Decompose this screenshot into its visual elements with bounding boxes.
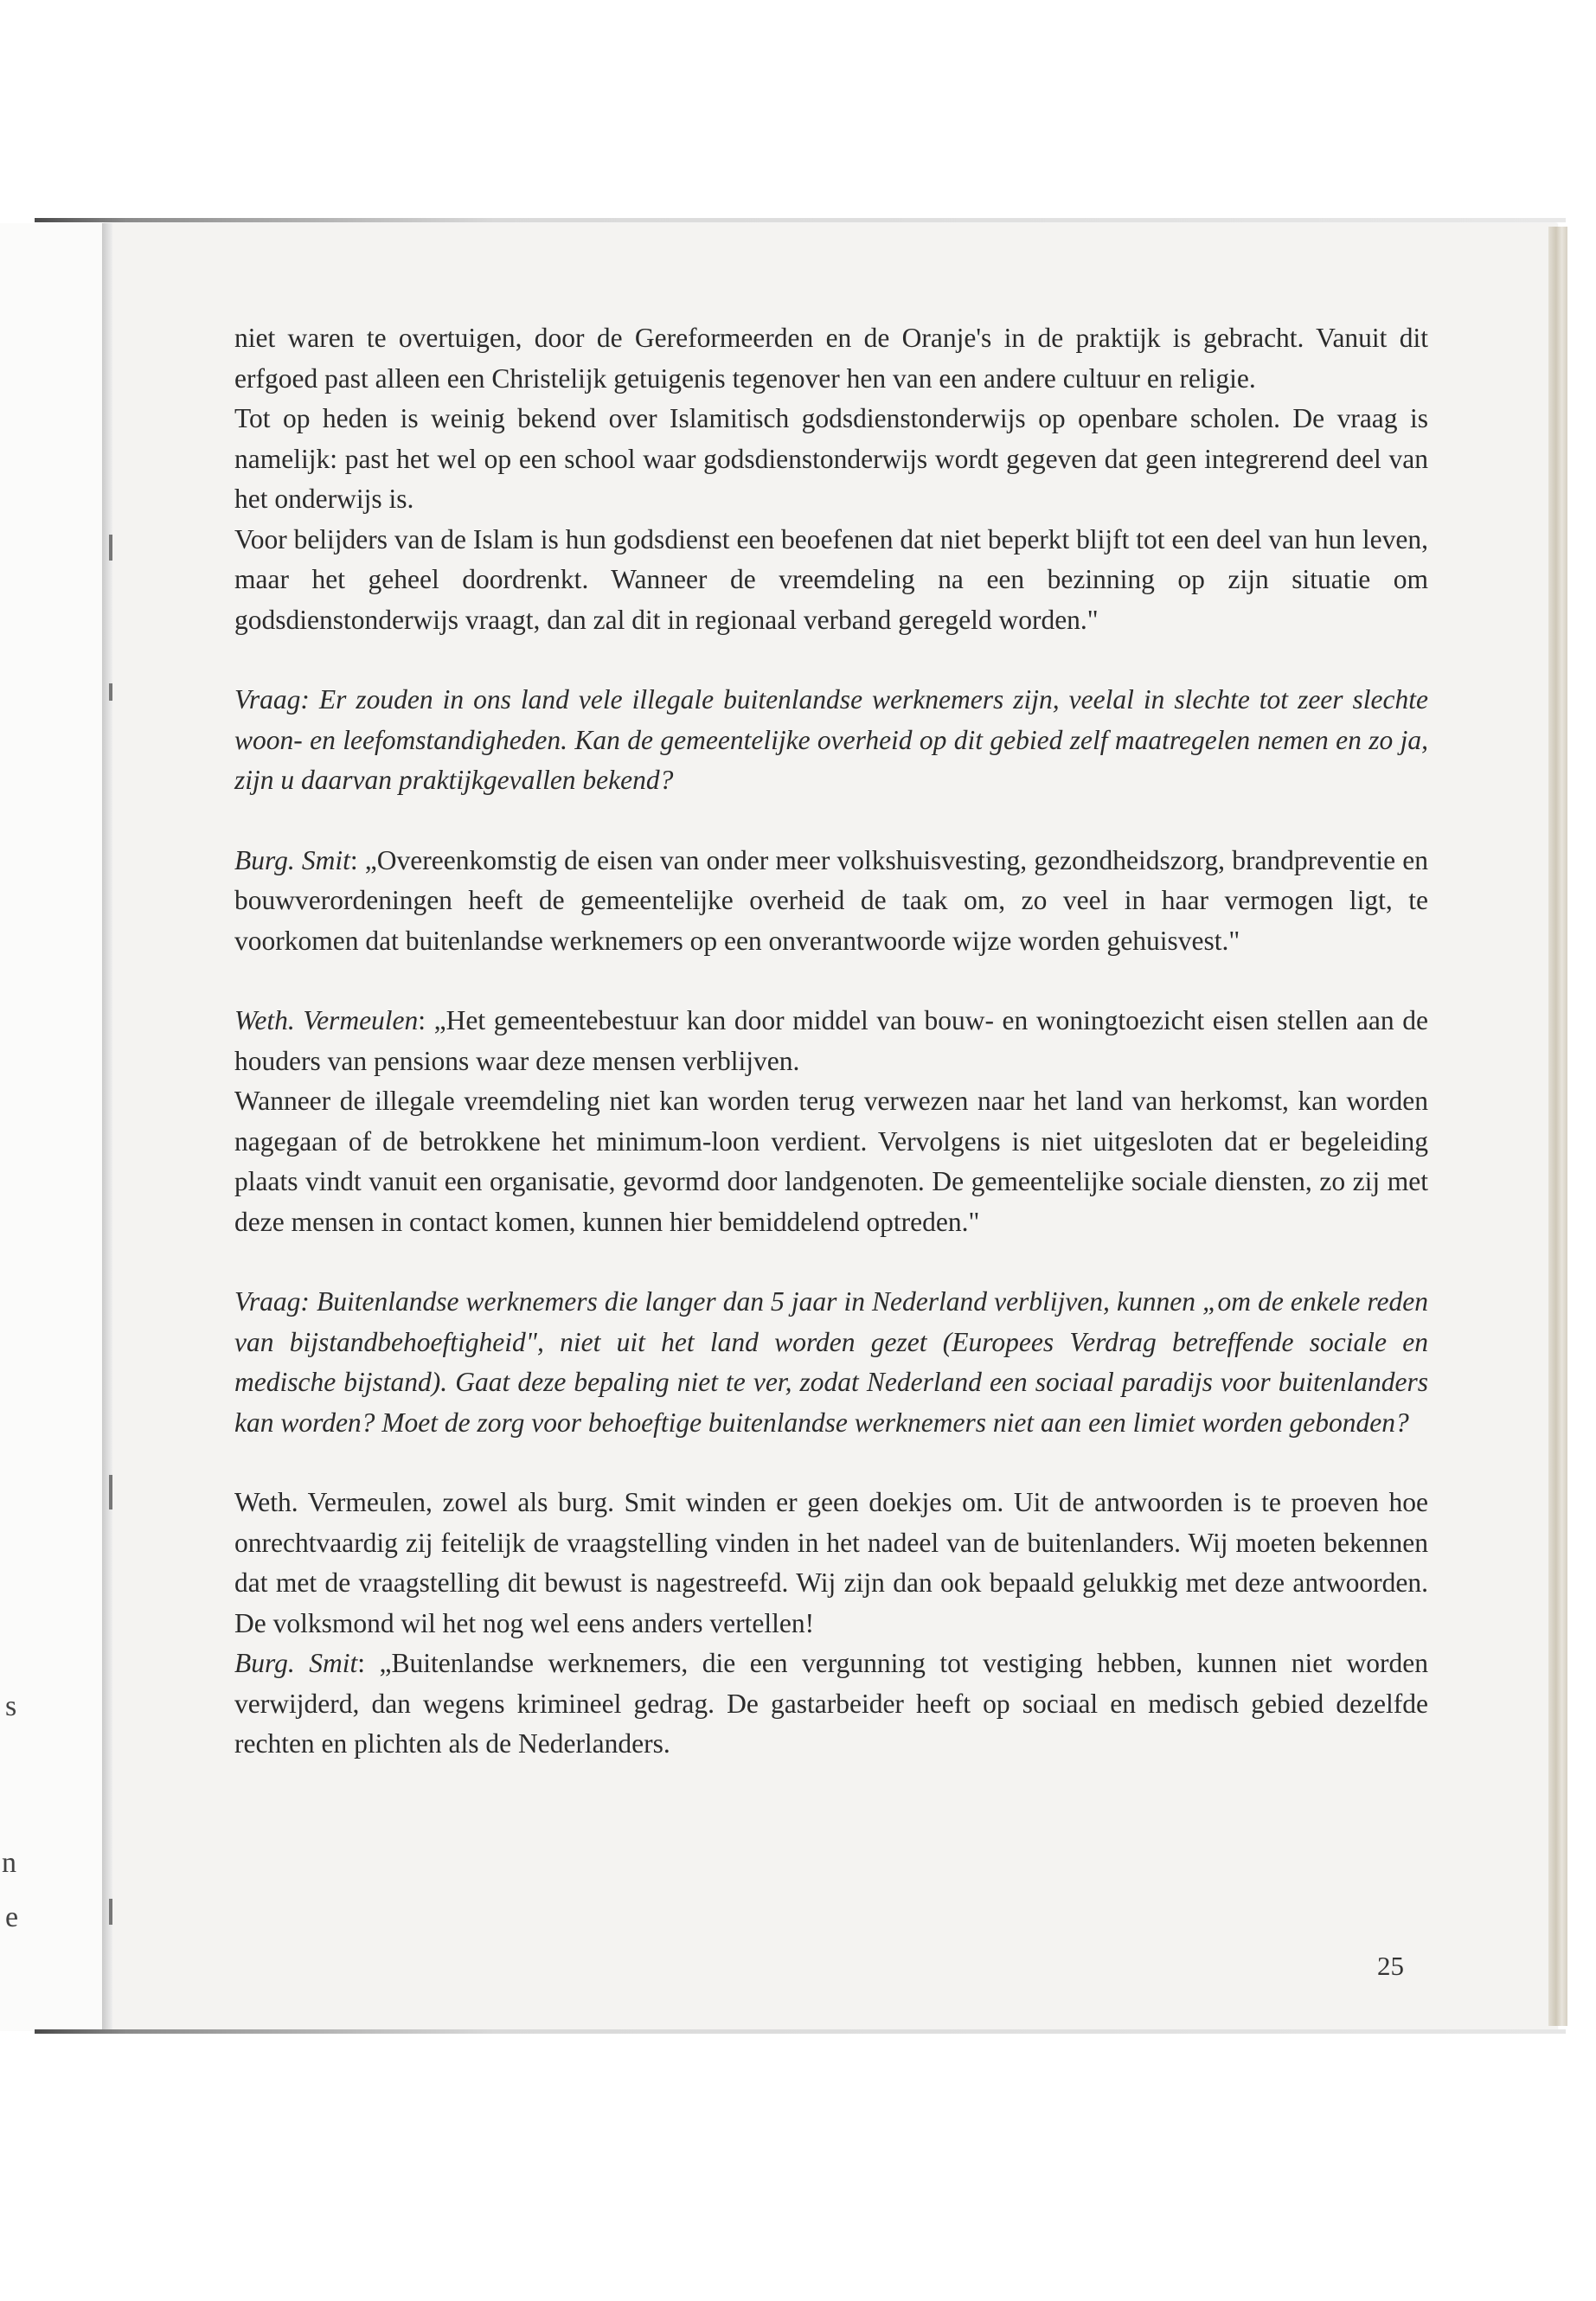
paragraph-gap [234, 1242, 1428, 1282]
page-body-text [234, 318, 1428, 1765]
facing-page-fragment-e: e [5, 1901, 19, 1933]
answer-paragraph [234, 841, 1428, 962]
page-top-edge [35, 218, 1566, 222]
answer-text: : „Overeenkomstig de eisen van onder meer volkshuisvesting, gezondheidszorg, brandpreventie en bouwverordeningen heeft de gemeentelijke overheid de taak om, zo veel in haar vermogen ligt, te voorkomen dat buitenlandse werknemers op een onverantwoorde wijze worden gehuisvest." [234, 844, 1428, 956]
paragraph: niet waren te overtuigen, door de Gereformeerden en de Oranje's in de praktijk is gebracht. Vanuit dit erfgoed past alleen een Christelijk getuigenis tegenover hen van een andere cultuur en religie. [234, 323, 1428, 394]
answer-paragraph [234, 1001, 1428, 1081]
paragraph: Voor belijders van de Islam is hun godsdienst een beoefenen dat niet beperkt blijft tot een deel van hun leven, maar het geheel doordrenkt. Wanneer de vreemdeling na een bezinning op zijn situatie om godsdienstonderwijs vraagt, dan zal dit in regionaal verband geregeld worden." [234, 523, 1428, 635]
page-stack-edge [1548, 227, 1567, 2026]
speaker-name: Burg. Smit [234, 844, 350, 875]
scan-speck [109, 1899, 112, 1925]
question-paragraph: Vraag: Er zouden in ons land vele illegale buitenlandse werknemers zijn, veelal in slechte tot zeer slechte woon- en leefomstandigheden. Kan de gemeentelijke overheid op dit gebied zelf maatregelen nemen en zo ja, zijn u daarvan praktijkgevallen bekend? [234, 684, 1428, 795]
answer-text: : „Het gemeentebestuur kan door middel van bouw- en woningtoezicht eisen stellen aan de houders van pensions waar deze mensen verblijven. [234, 1005, 1428, 1076]
scan-speck [109, 1475, 112, 1509]
paragraph-gap [234, 1443, 1428, 1483]
page-number: 25 [1377, 1951, 1404, 1981]
answer-paragraph [234, 1644, 1428, 1765]
speaker-name: Burg. Smit [234, 1648, 358, 1678]
scan-speck [109, 683, 112, 701]
paragraph-gap [234, 640, 1428, 680]
facing-page-edge [0, 223, 102, 2031]
paragraph: Wanneer de illegale vreemdeling niet kan worden terug verwezen naar het land van herkomst, kan worden nagegaan of de betrokkene het minimum-loon verdient. Vervolgens is niet uitgesloten dat er begeleiding plaats vindt vanuit een organisatie, gevormd door landgenoten. De gemeentelijke sociale diensten, zo zij met deze mensen in contact komen, kunnen hier bemiddelend optreden." [234, 1086, 1428, 1237]
speaker-name: Weth. Vermeulen [234, 1005, 419, 1035]
paragraph-gap [234, 961, 1428, 1001]
paragraph: Weth. Vermeulen, zowel als burg. Smit winden er geen doekjes om. Uit de antwoorden is te proeven hoe onrechtvaardig zij feitelijk de vraagstelling vinden in het nadeel van de buitenlanders. Wij moeten bekennen dat met de vraagstelling dit bewust is nagestreefd. Wij zijn dan ook bepaald gelukkig met deze antwoorden. De volksmond wil het nog wel eens anders vertellen! [234, 1487, 1428, 1638]
facing-page-fragment-s: s [5, 1690, 17, 1722]
paragraph: Tot op heden is weinig bekend over Islamitisch godsdienstonderwijs op openbare scholen. De vraag is namelijk: past het wel op een school waar godsdienstonderwijs wordt gegeven dat geen integrerend deel van het onderwijs is. [234, 403, 1428, 514]
answer-text: : „Buitenlandse werknemers, die een vergunning tot vestiging hebben, kunnen niet worden verwijderd, dan wegens krimineel gedrag. De gastarbeider heeft op sociaal en medisch gebied dezelfde rechten en plichten als de Nederlanders. [234, 1648, 1428, 1759]
paragraph-gap [234, 801, 1428, 841]
question-paragraph: Vraag: Buitenlandse werknemers die langer dan 5 jaar in Nederland verblijven, kunnen „om de enkele reden van bijstandbehoeftigheid", niet uit het land worden gezet (Europees Verdrag betreffende sociale en medische bijstand). Gaat deze bepaling niet te ver, zodat Nederland een sociaal paradijs voor buitenlanders kan worden? Moet de zorg voor behoeftige buitenlandse werknemers niet aan een limiet worden gebonden? [234, 1286, 1428, 1438]
scan-speck [109, 535, 112, 561]
facing-page-fragment-n: n [2, 1847, 16, 1879]
page-bottom-edge [35, 2029, 1566, 2034]
page-binding [102, 223, 112, 2031]
